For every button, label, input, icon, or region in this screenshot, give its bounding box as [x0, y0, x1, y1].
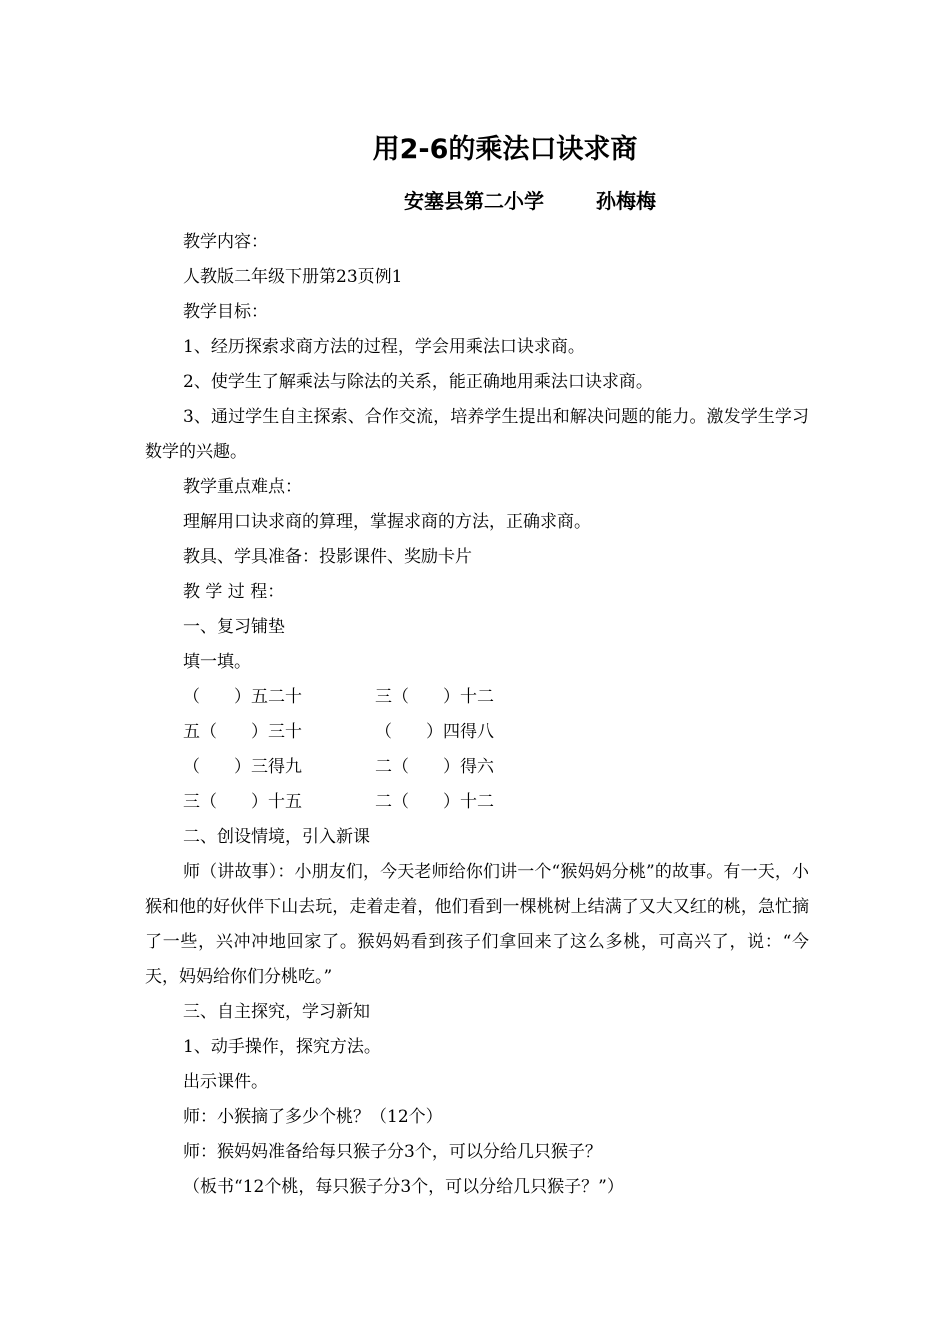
fill-item: 三（ ）十二 — [375, 687, 494, 707]
document-title: 用2-6的乘法口诀求商 — [372, 134, 638, 165]
fill-row — [145, 750, 809, 785]
paragraph: 1、动手操作，探究方法。 — [183, 1037, 381, 1057]
paragraph: 师：猴妈妈准备给每只猴子分3个，可以分给几只猴子？ — [183, 1142, 602, 1162]
paragraph: 教具、学具准备：投影课件、奖励卡片 — [183, 547, 472, 567]
heading-key-points: 教学重点难点： — [183, 477, 302, 497]
author-name: 孙梅梅 — [596, 189, 656, 213]
objective-2: 2、使学生了解乘法与除法的关系，能正确地用乘法口诀求商。 — [183, 372, 653, 392]
fill-item: 五（ ）三十 — [183, 722, 302, 742]
heading-process: 教 学 过 程： — [183, 582, 285, 602]
document-body — [145, 225, 809, 1205]
fill-row — [145, 785, 809, 820]
heading-objectives: 教学目标： — [183, 302, 268, 322]
objective-3: 3、通过学生自主探索、合作交流，培养学生提出和解决问题的能力。激发学生学习数学的兴趣。 — [145, 407, 809, 462]
section-heading: 三、自主探究，学习新知 — [183, 1002, 370, 1022]
fill-item: （ ）四得八 — [375, 722, 494, 742]
paragraph: （板书“12个桃，每只猴子分3个，可以分给几只猴子？”） — [183, 1177, 624, 1197]
paragraph: 填一填。 — [183, 652, 251, 672]
fill-item: （ ）三得九 — [183, 757, 302, 777]
author-line — [404, 185, 656, 217]
fill-item: 二（ ）得六 — [375, 757, 494, 777]
author-school: 安塞县第二小学 — [404, 189, 544, 213]
fill-item: 三（ ）十五 — [183, 792, 302, 812]
objective-1: 1、经历探索求商方法的过程，学会用乘法口诀求商。 — [183, 337, 585, 357]
fill-row — [145, 680, 809, 715]
fill-item: 二（ ）十二 — [375, 792, 494, 812]
paragraph: 理解用口诀求商的算理，掌握求商的方法，正确求商。 — [183, 512, 591, 532]
heading-content: 教学内容： — [183, 232, 268, 252]
paragraph: 出示课件。 — [183, 1072, 268, 1092]
fill-item: （ ）五二十 — [183, 687, 302, 707]
fill-row — [145, 715, 809, 750]
paragraph: 师：小猴摘了多少个桃？（12个） — [183, 1107, 443, 1127]
section-heading: 二、创设情境，引入新课 — [183, 827, 370, 847]
story-paragraph: 师（讲故事）：小朋友们，今天老师给你们讲一个“猴妈妈分桃”的故事。有一天，小猴和他的好伙伴下山去玩，走着走着，他们看到一棵桃树上结满了又大又红的桃，急忙摘了一些，兴冲冲地回家了。猴妈妈看到孩子们拿回来了这么多桃，可高兴了，说：“今天，妈妈给你们分桃吃。” — [145, 862, 809, 987]
paragraph: 人教版二年级下册第23页例1 — [183, 267, 403, 287]
section-heading: 一、复习铺垫 — [183, 617, 285, 637]
